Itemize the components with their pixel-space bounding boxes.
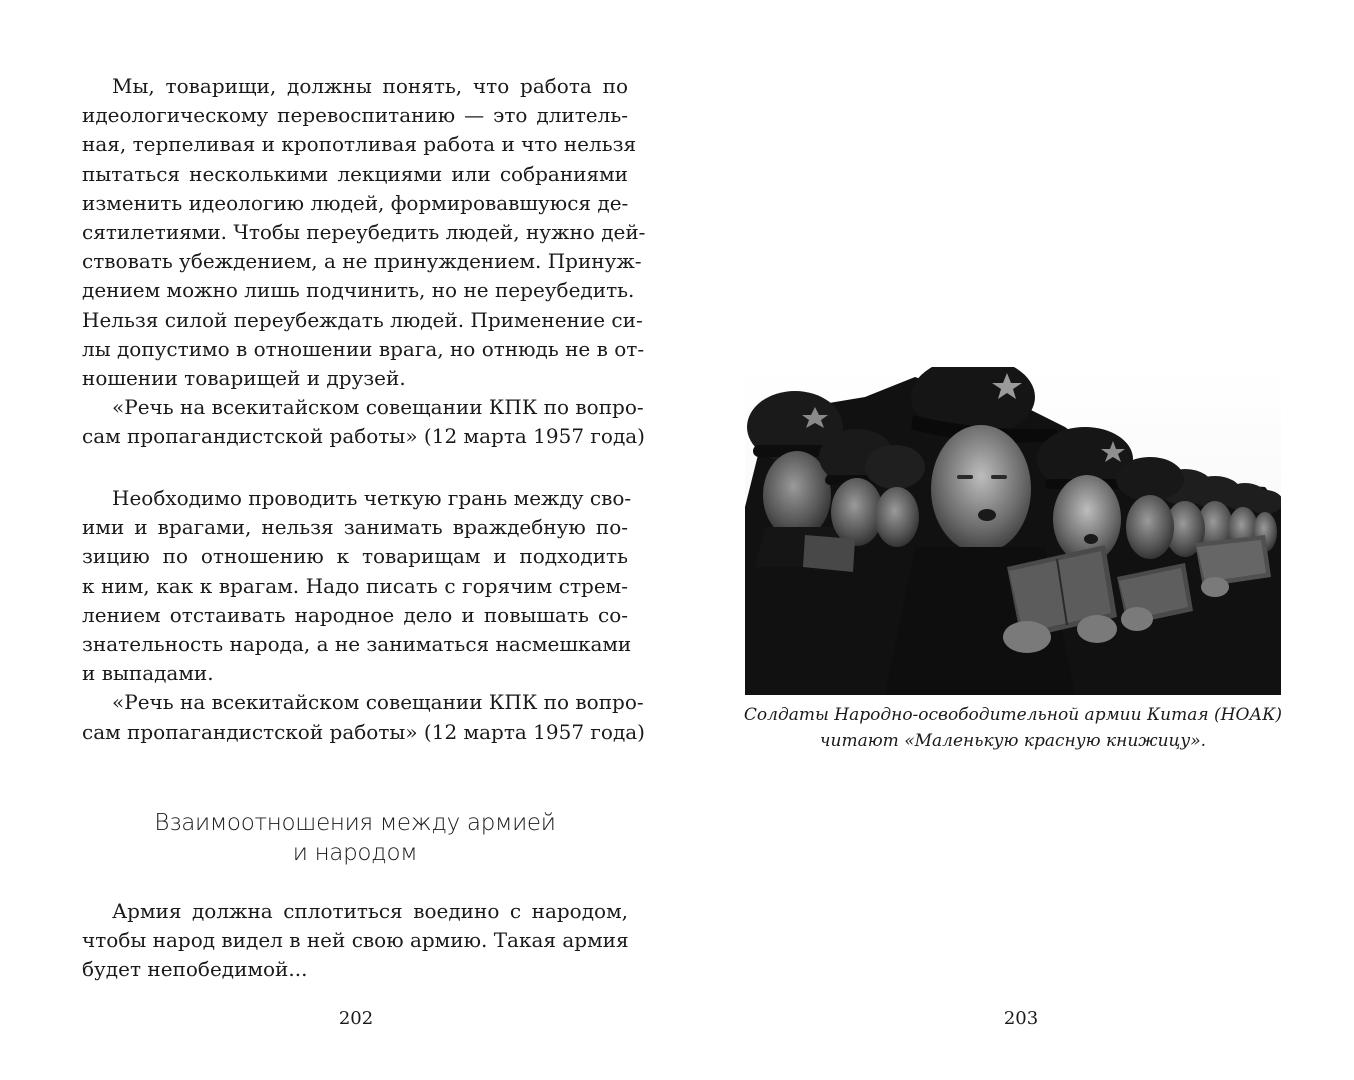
source-citation-line: «Речь на всекитайском совещании КПК по вопро- [112, 395, 644, 420]
text-line: к ним, как к врагам. Надо писать с горячим стрем- [82, 573, 628, 598]
text-line: Армия должна сплотиться воедино с народом, [112, 899, 628, 923]
text-line: ствовать убеждением, а не принуждением. Принуж- [82, 249, 642, 274]
section-heading [82, 808, 628, 868]
text-line: зицию по отношению к товарищам и подходить [82, 544, 628, 569]
text-line: ная, терпеливая и кропотливая работа и что нельзя [82, 132, 637, 157]
source-citation-line: «Речь на всекитайском совещании КПК по вопро- [112, 690, 644, 715]
text-line: сятилетиями. Чтобы переубедить людей, нужно дей- [82, 220, 646, 245]
text-line: идеологическому перевоспитанию — это длитель- [82, 103, 628, 128]
text-line: дением можно лишь подчинить, но не переубедить. [82, 278, 635, 303]
text-line: лы допустимо в отношении врага, но отнюдь не в от- [82, 336, 645, 361]
source-citation-line: сам пропагандистской работы» (12 марта 1957 года) [82, 719, 645, 744]
caption-line: Солдаты Народно-освободительной армии Китая (НОАК) [743, 705, 1283, 725]
text-line: ими и врагами, нельзя занимать враждебную по- [82, 515, 628, 540]
text-line: знательность народа, а не заниматься насмешками [82, 632, 632, 657]
text-line: чтобы народ видел в ней свою армию. Такая армия [82, 928, 629, 953]
text-line: Необходимо проводить четкую грань между сво- [112, 486, 632, 510]
page-number: 202 [338, 1008, 374, 1029]
text-line: ношении товарищей и друзей. [82, 366, 406, 391]
source-citation-line: сам пропагандистской работы» (12 марта 1957 года) [82, 424, 645, 449]
paragraph-army-and-people [82, 897, 628, 985]
text-line: Нельзя силой переубеждать людей. Применение си- [82, 307, 643, 332]
text-line: пытаться несколькими лекциями или собраниями [82, 161, 628, 186]
text-line: будет непобедимой... [82, 957, 308, 982]
paragraph-friends-and-enemies [82, 484, 645, 747]
paragraph-ideological-reeducation [82, 72, 646, 452]
page-number: 203 [1003, 1008, 1039, 1029]
heading-line: и народом [292, 840, 418, 866]
caption-line: читают «Маленькую красную книжицу». [819, 731, 1207, 751]
photo-caption [737, 702, 1289, 754]
photo-illustration [745, 367, 1281, 695]
text-line: Мы, товарищи, должны понять, что работа по [112, 74, 628, 98]
text-line: изменить идеологию людей, формировавшуюся де- [82, 190, 629, 215]
heading-line: Взаимоотношения между армией [154, 810, 556, 836]
text-line: лением отстаивать народное дело и повышать со- [82, 602, 628, 627]
soldiers-reading-photo [745, 367, 1281, 695]
text-line: и выпадами. [82, 661, 214, 686]
right-page [677, 0, 1354, 1080]
